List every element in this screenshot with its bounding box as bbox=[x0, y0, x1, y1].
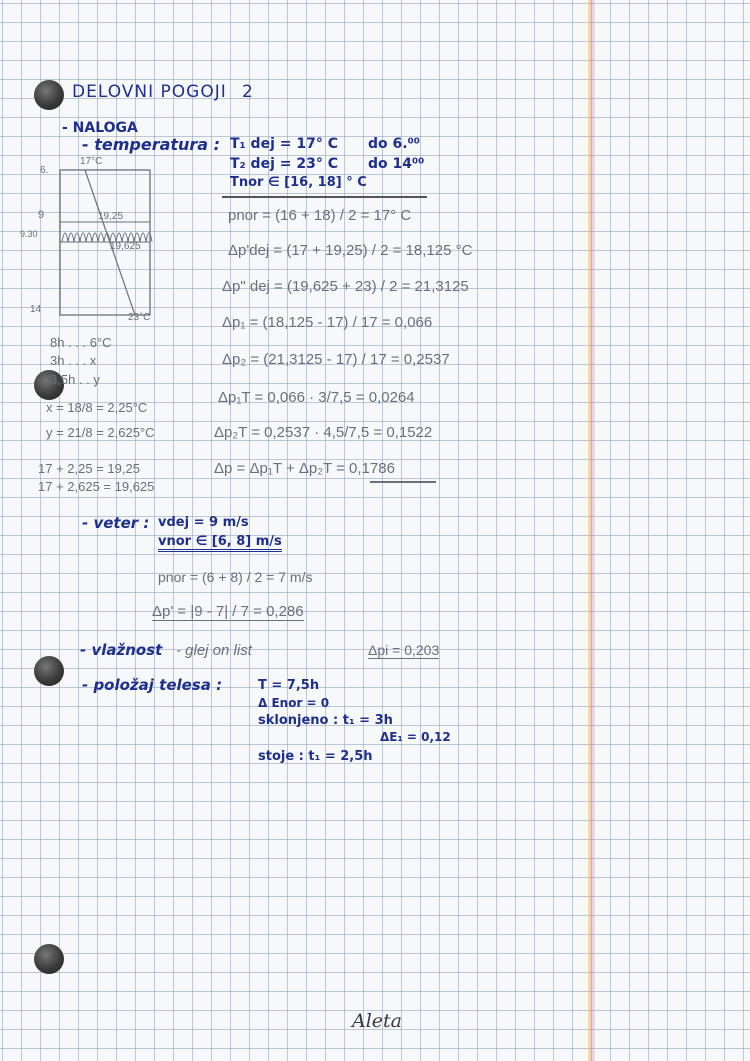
calc-dp2: Δp₂ = (21,3125 - 17) / 17 = 0,2537 bbox=[222, 351, 450, 368]
graph-value-19625: 19,625 bbox=[110, 241, 141, 252]
naloga-heading: - NALOGA bbox=[62, 120, 138, 136]
page-number: 2 bbox=[242, 82, 253, 102]
humidity-result: Δpi = 0,203 bbox=[368, 642, 440, 658]
calc-dp-dej-1: Δp'dej = (17 + 19,25) / 2 = 18,125 °C bbox=[228, 242, 473, 259]
graph-left-930: 9.30 bbox=[20, 229, 38, 239]
side-calc-2: 3h . . . x bbox=[50, 353, 97, 368]
body-position-line1: T = 7,5h bbox=[258, 678, 320, 693]
side-calc-1: 8h . . . 6°C bbox=[50, 335, 112, 350]
divider-rule bbox=[222, 196, 427, 198]
humidity-text: - glej on list bbox=[176, 642, 252, 659]
body-position-line2: Δ Enor = 0 bbox=[258, 696, 330, 710]
brand-logo: Aleta bbox=[352, 1010, 403, 1032]
graph-left-6: 6. bbox=[40, 165, 49, 176]
calc-dp1t: Δp₁T = 0,066 · 3/7,5 = 0,0264 bbox=[218, 389, 415, 406]
side-calc-x: x = 18/8 = 2,25°C bbox=[46, 400, 148, 415]
punch-hole bbox=[34, 944, 64, 974]
result-underline bbox=[370, 481, 436, 483]
body-position-line5: stoje : t₁ = 2,5h bbox=[258, 749, 373, 764]
calc-dp1: Δp₁ = (18,125 - 17) / 17 = 0,066 bbox=[222, 314, 433, 331]
graph-top-label: 17°C bbox=[80, 156, 103, 167]
temperature-line3: Tnor ∈ [16, 18] ° C bbox=[230, 175, 367, 190]
wind-calc1: pnor = (6 + 8) / 2 = 7 m/s bbox=[158, 569, 313, 585]
punch-hole bbox=[34, 656, 64, 686]
wind-line1: vdej = 9 m/s bbox=[158, 515, 249, 530]
humidity-label: - vlažnost bbox=[80, 641, 163, 659]
temperature-line2: T₂ dej = 23° C bbox=[230, 156, 338, 172]
body-position-line4: ΔE₁ = 0,12 bbox=[380, 730, 451, 744]
side-calc-sum2: 17 + 2,625 = 19,625 bbox=[38, 479, 155, 494]
side-calc-sum1: 17 + 2,25 = 19,25 bbox=[38, 461, 140, 476]
side-calc-3: 3,5h . . y bbox=[50, 372, 100, 387]
calc-pnor: pnor = (16 + 18) / 2 = 17° C bbox=[228, 207, 412, 224]
side-calc-y: y = 21/8 = 2,625°C bbox=[46, 425, 155, 440]
wind-line2: vnor ∈ [6, 8] m/s bbox=[158, 535, 282, 552]
calc-dp2t: Δp₂T = 0,2537 · 4,5/7,5 = 0,1522 bbox=[214, 424, 433, 441]
punch-hole bbox=[34, 80, 64, 110]
graph-left-9: 9 bbox=[38, 209, 45, 221]
graph-value-1925: 19,25 bbox=[98, 211, 124, 222]
body-position-line3: sklonjeno : t₁ = 3h bbox=[258, 713, 393, 728]
margin-line bbox=[588, 0, 595, 1061]
temperature-graph bbox=[20, 155, 190, 330]
body-position-label: - položaj telesa : bbox=[82, 676, 223, 694]
calc-dp-total: Δp = Δp₁T + Δp₂T = 0,1786 bbox=[214, 460, 395, 477]
temperature-line1: T₁ dej = 17° C bbox=[230, 136, 338, 152]
graph-bottom-label: 23°C bbox=[128, 312, 151, 323]
graph-left-14: 14 bbox=[30, 304, 42, 315]
wind-calc2: Δp' = |9 - 7| / 7 = 0,286 bbox=[152, 603, 304, 620]
temperature-line1-to: do 6.⁰⁰ bbox=[368, 136, 420, 152]
temperature-label: - temperatura : bbox=[82, 135, 221, 154]
wind-label: - veter : bbox=[82, 514, 150, 532]
page-title: DELOVNI POGOJI bbox=[72, 82, 227, 102]
calc-dp-dej-2: Δp" dej = (19,625 + 23) / 2 = 21,3125 bbox=[222, 278, 469, 295]
temperature-line2-to: do 14⁰⁰ bbox=[368, 156, 425, 172]
